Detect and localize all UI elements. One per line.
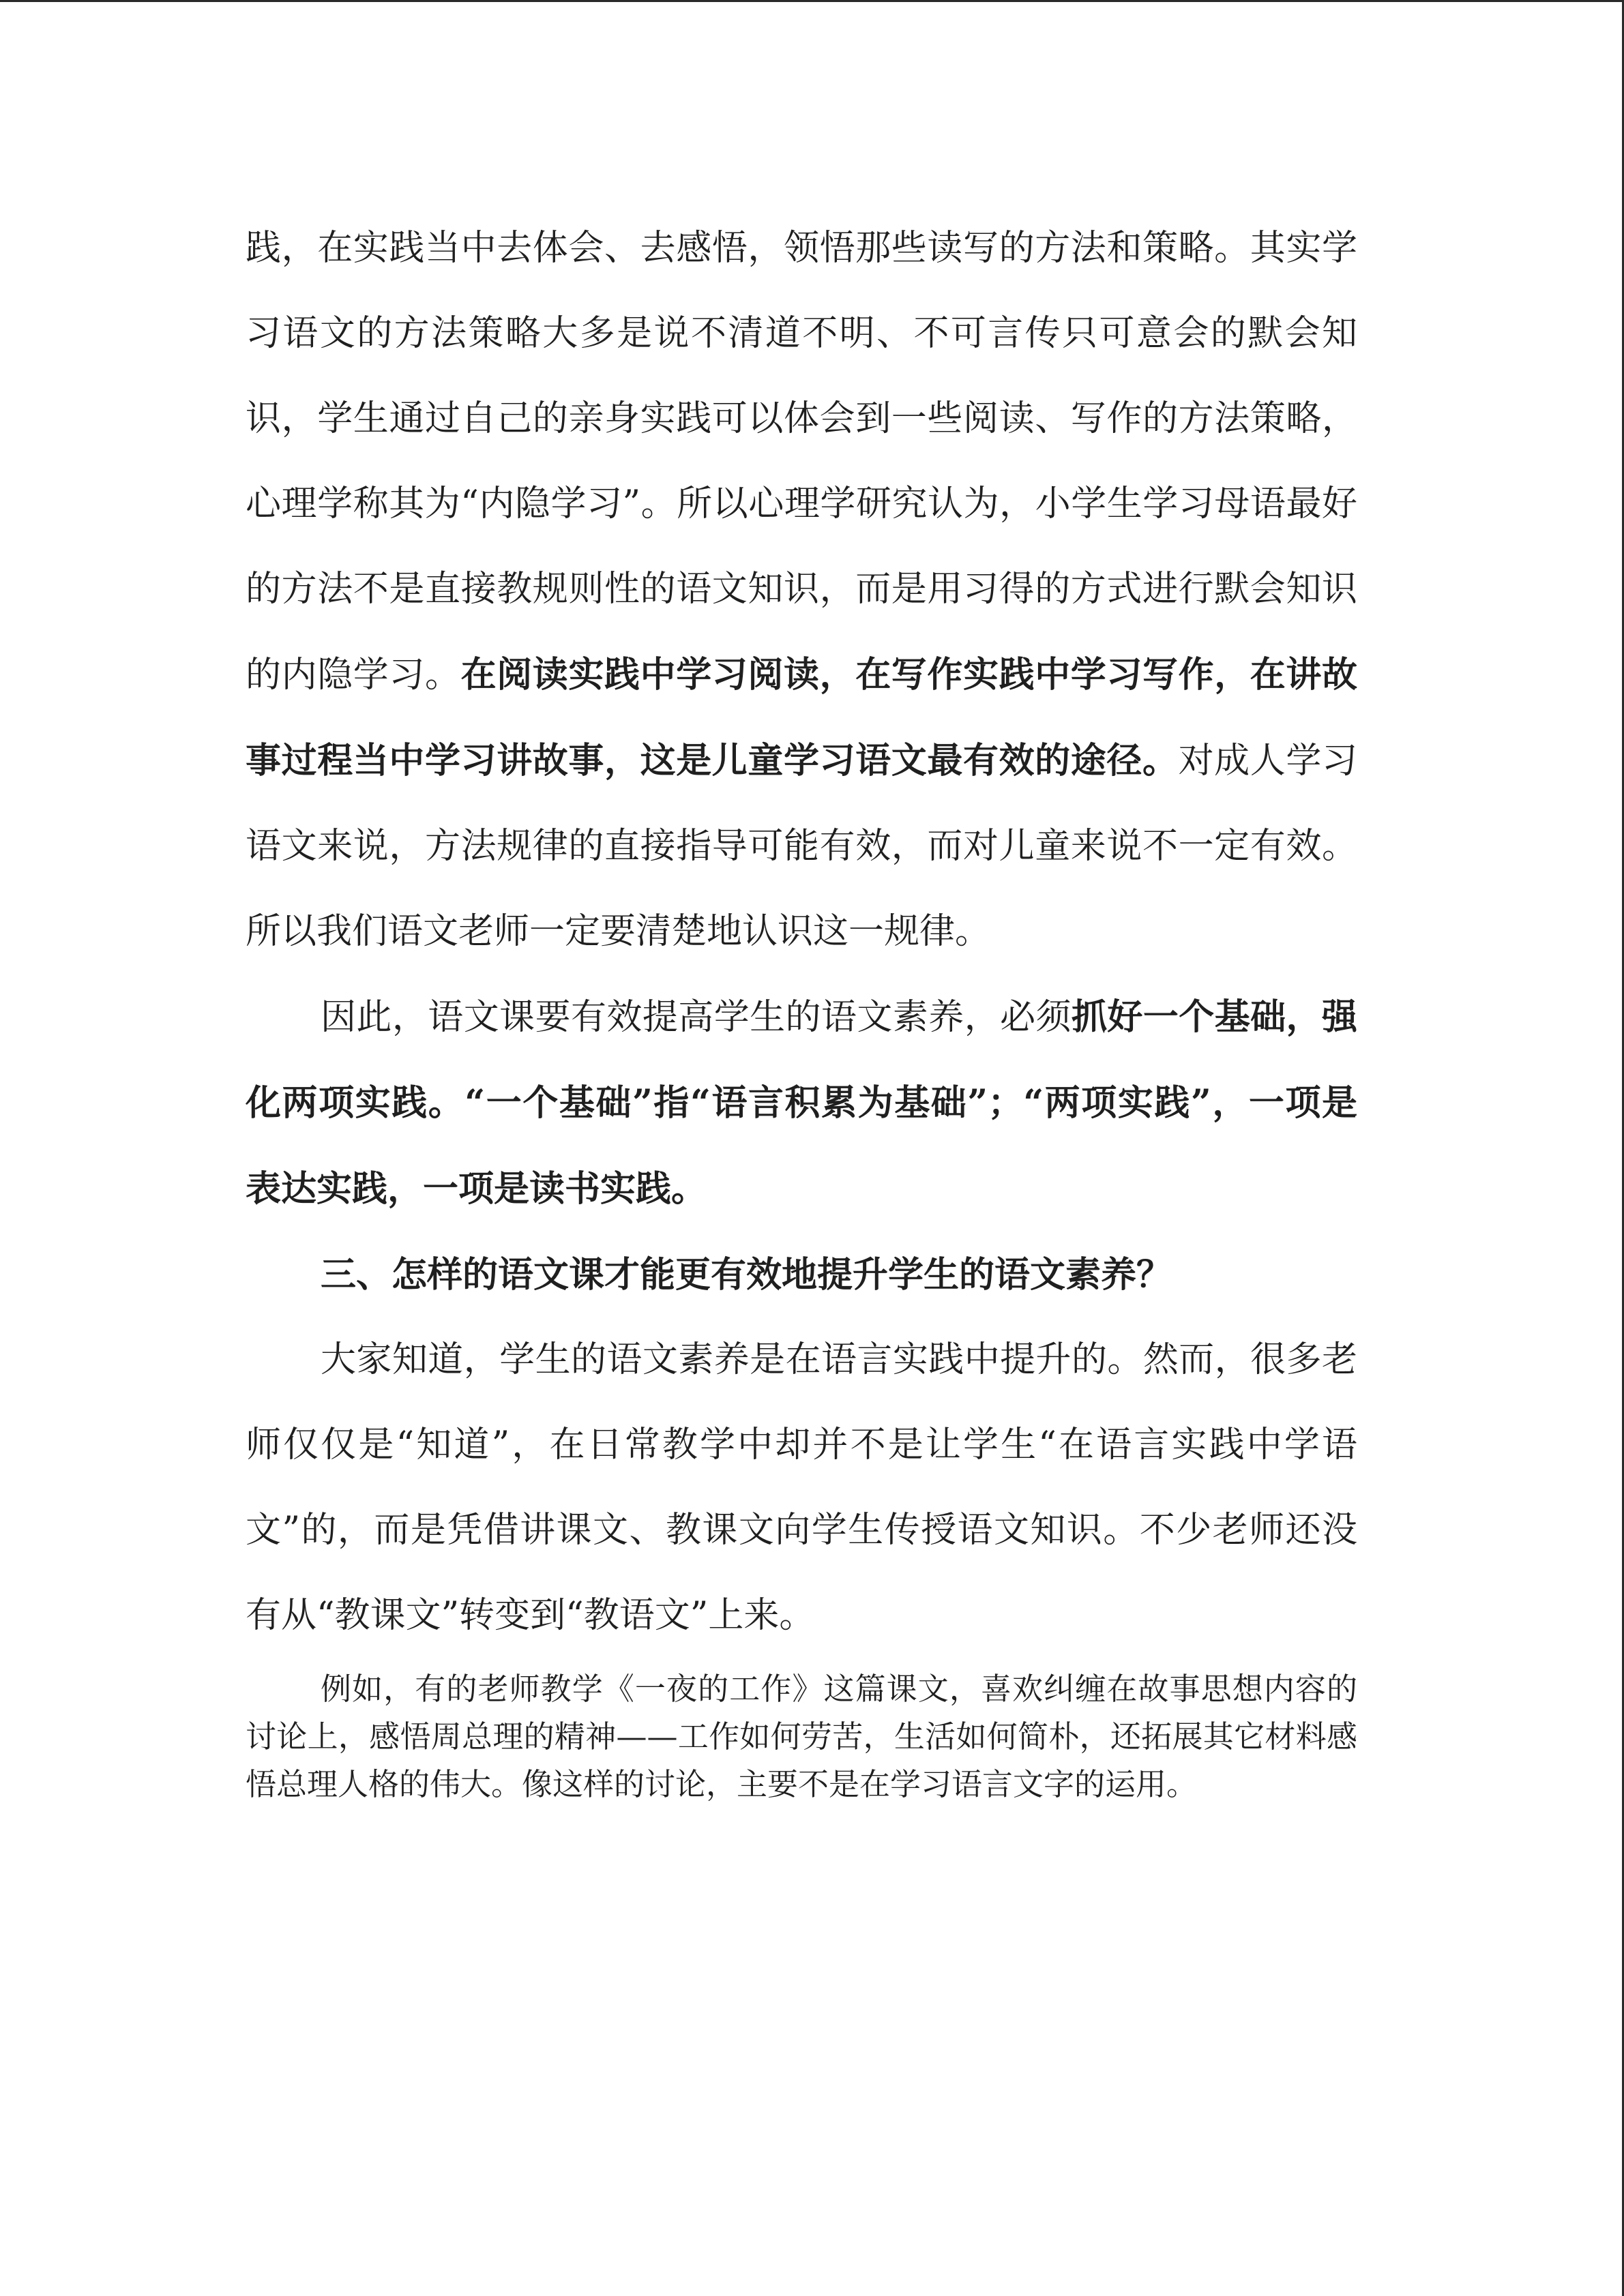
document-page bbox=[246, 206, 1357, 1808]
section-heading: 三、怎样的语文课才能更有效地提升学生的语文素养？ bbox=[321, 1254, 1172, 1296]
paragraph-1-text-a: 践，在实践当中去体会、去感悟，领悟那些读写的方法和策略。其实学习语文的方法策略大多是说不清道不明、不可言传只可意会的默会知识，学生通过自己的亲身实践可以体会到一些阅读、写作的方法策略，心理学称其为“内隐学习”。所以心理学研究认为，小学生学习母语最好的方法不是直接教规则性的语文知识，而是用习得的方式进行默会知识的内隐学习。 bbox=[246, 228, 1357, 696]
paragraph-2-bold-text: 抓好一个基础，强化两项实践。“一个基础”指“语言积累为基础”；“两项实践”，一项是表达实践，一项是读书实践。 bbox=[246, 996, 1357, 1210]
page-border-top bbox=[0, 0, 1624, 2]
paragraph-1-bold-text: 在阅读实践中学习阅读，在写作实践中学习写作，在讲故事过程当中学习讲故事，这是儿童学习语文最有效的途径。 bbox=[246, 654, 1357, 781]
paragraph-2-text-a: 因此，语文课要有效提高学生的语文素养，必须 bbox=[321, 997, 1072, 1038]
paragraph-2 bbox=[246, 974, 1357, 1232]
paragraph-1 bbox=[246, 206, 1357, 974]
paragraph-3: 大家知道，学生的语文素养是在语言实践中提升的。然而，很多老师仅仅是“知道”，在日常教学中却并不是让学生“在语言实践中学语文”的，而是凭借讲课文、教课文向学生传授语文知识。不少老师还没有从“教课文”转变到“教语文”上来。 bbox=[246, 1339, 1357, 1636]
paragraph-4: 例如，有的老师教学《一夜的工作》这篇课文，喜欢纠缠在故事思想内容的讨论上，感悟周总理的精神——工作如何劳苦，生活如何简朴，还拓展其它材料感悟总理人格的伟大。像这样的讨论，主要不是在学习语言文字的运用。 bbox=[246, 1671, 1357, 1802]
paragraph-1-text-c: 对成人学习语文来说，方法规律的直接指导可能有效，而对儿童来说不一定有效。所以我们语文老师一定要清楚地认识这一规律。 bbox=[246, 741, 1357, 952]
